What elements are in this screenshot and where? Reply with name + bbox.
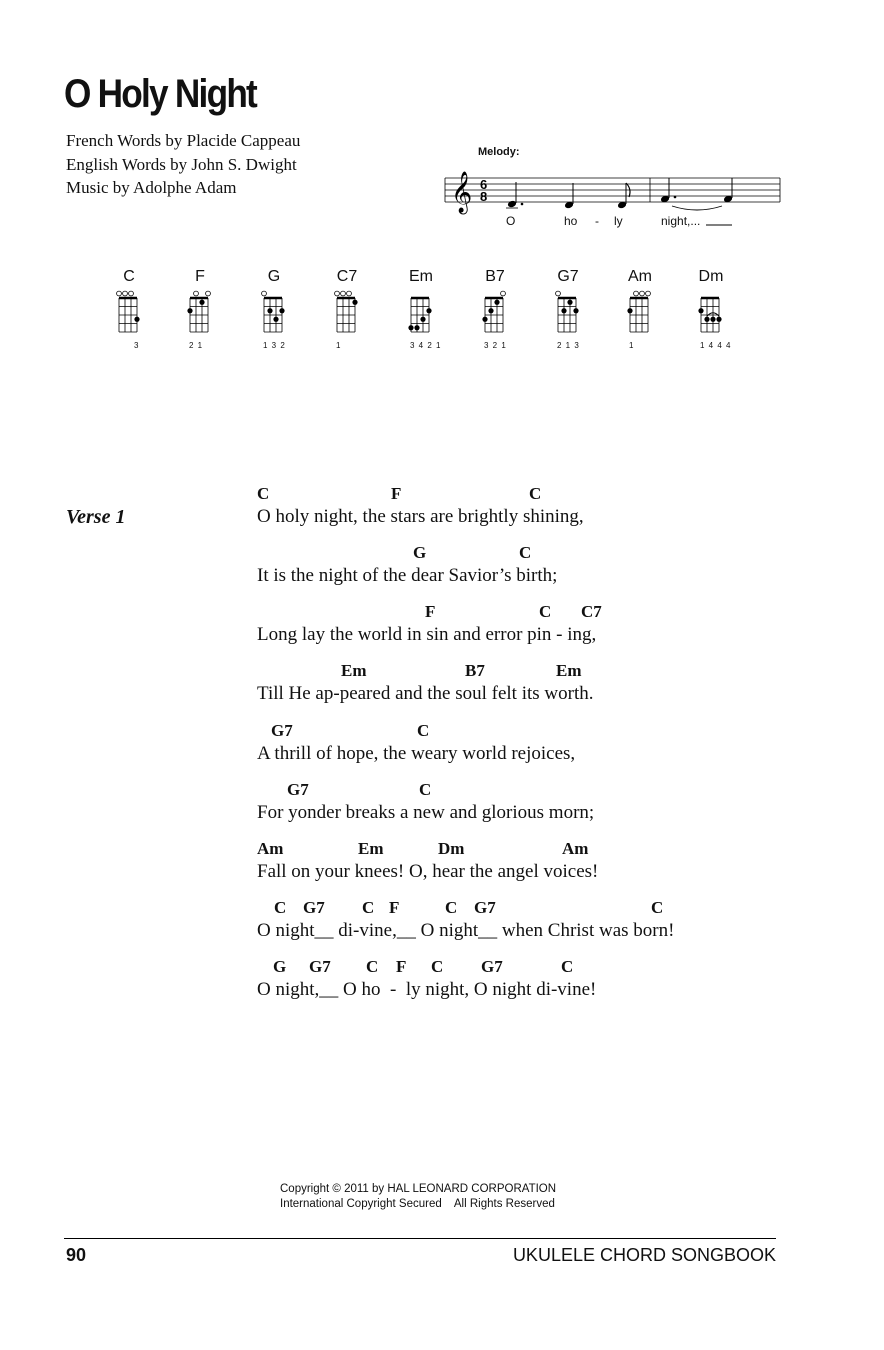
lyric-line: Long lay the world in sin and error pin - ing, (257, 624, 597, 645)
melody-excerpt (440, 138, 785, 238)
finger-dot (273, 317, 278, 322)
chord-fingering: 3 2 1 (484, 341, 507, 350)
chord-fingering: 1 4 4 4 (700, 341, 732, 350)
chord-symbol: G7 (287, 780, 309, 799)
fretboard-grid (396, 268, 446, 340)
lyric-line: O night__ di-vine,__ O night__ when Christ was born! (257, 920, 675, 941)
finger-dot (573, 308, 578, 313)
open-string-marker (129, 291, 134, 296)
lyric-line: It is the night of the dear Savior’s birth; (257, 565, 558, 586)
fretboard-grid (615, 268, 665, 340)
chord-symbol: G (273, 957, 287, 976)
open-string-marker (347, 291, 352, 296)
chord-symbol: F (389, 898, 400, 917)
chord-diagram (322, 268, 372, 358)
chord-fingering: 3 4 2 1 (410, 341, 442, 350)
fretboard-grid (249, 268, 299, 340)
chord-diagram-name: F (195, 268, 205, 285)
melody-lyric: ho (564, 214, 578, 228)
chord-diagram (104, 268, 154, 358)
open-string-marker (262, 291, 267, 296)
page-number: 90 (66, 1245, 87, 1265)
chord-symbol: G7 (303, 898, 325, 917)
melody-lyric: O (506, 214, 516, 228)
finger-dot (704, 317, 709, 322)
finger-dot (567, 300, 572, 305)
chord-fingering: 2 1 (189, 341, 204, 350)
chord-symbol: C (529, 484, 542, 503)
fretboard-grid (322, 268, 372, 340)
chord-fingering: 3 (134, 341, 140, 350)
chord-fingering: 1 (629, 341, 635, 350)
treble-clef-icon: 𝄞 (451, 172, 473, 213)
chord-symbol: C (445, 898, 458, 917)
chord-diagram-name: Am (628, 268, 652, 285)
finger-dot (420, 317, 425, 322)
finger-dot (426, 308, 431, 313)
chord-diagram-name: C (123, 268, 135, 285)
chord-symbol: C (519, 543, 532, 562)
finger-dot (134, 317, 139, 322)
chord-symbol: Dm (438, 839, 465, 858)
chord-symbol: C7 (581, 602, 602, 621)
chord-fingering: 1 3 2 (263, 341, 286, 350)
melody-lyric: night,... (661, 214, 701, 228)
chord-symbol: C (257, 484, 270, 503)
finger-dot (352, 300, 357, 305)
fretboard-grid (470, 268, 520, 340)
chord-diagram-name: Em (409, 268, 433, 285)
open-string-marker (640, 291, 645, 296)
chord-symbol: G7 (271, 721, 293, 740)
chord-diagram-name: C7 (336, 268, 358, 285)
chord-symbol: Em (341, 661, 367, 680)
finger-dot (267, 308, 272, 313)
melody-tie (672, 206, 722, 210)
chord-symbol: G (413, 543, 427, 562)
finger-dot (494, 300, 499, 305)
lyric-line: Till He ap-peared and the soul felt its worth. (257, 683, 594, 704)
chord-fingering: 2 1 3 (557, 341, 580, 350)
finger-dot (627, 308, 632, 313)
chord-symbol: C (651, 898, 664, 917)
melody-staff (440, 138, 785, 238)
melody-note (507, 200, 517, 209)
chord-symbol: G7 (474, 898, 496, 917)
fretboard-grid (104, 268, 154, 340)
melody-lyric: ly (614, 214, 623, 228)
finger-dot (488, 308, 493, 313)
open-string-marker (341, 291, 346, 296)
chord-symbol: B7 (465, 661, 485, 680)
lyric-line: For yonder breaks a new and glorious morn; (257, 802, 595, 823)
finger-dot (561, 308, 566, 313)
chord-fingering: 1 (336, 341, 342, 350)
chord-diagram-name: G (267, 268, 281, 285)
fretboard-grid (175, 268, 225, 340)
chord-symbol: C (561, 957, 574, 976)
finger-dot (716, 317, 721, 322)
credit-french-words: French Words by Placide Cappeau (66, 131, 301, 150)
credit-music: Music by Adolphe Adam (66, 178, 237, 197)
chord-diagram (249, 268, 299, 358)
fretboard-grid (543, 268, 593, 340)
open-string-marker (194, 291, 199, 296)
finger-dot (408, 325, 413, 330)
open-string-marker (206, 291, 211, 296)
finger-dot (482, 317, 487, 322)
chord-diagram-name: B7 (485, 268, 505, 285)
song-title: O Holy Night (64, 72, 257, 116)
footer-divider (64, 1238, 776, 1239)
chord-diagram (175, 268, 225, 358)
copyright-line: Copyright © 2011 by HAL LEONARD CORPORATION (280, 1183, 557, 1195)
chord-diagram (615, 268, 665, 358)
finger-dot (698, 308, 703, 313)
open-string-marker (501, 291, 506, 296)
copyright-notice (280, 1182, 556, 1212)
verse-label: Verse 1 (66, 506, 126, 528)
chord-symbol: C (366, 957, 379, 976)
finger-dot (414, 325, 419, 330)
time-signature-bottom: 8 (480, 189, 488, 204)
chord-symbol: Am (562, 839, 589, 858)
chord-symbol: C (417, 721, 430, 740)
chord-symbol: C (419, 780, 432, 799)
chord-symbol: Am (257, 839, 284, 858)
chord-symbol: G7 (481, 957, 503, 976)
chord-symbol: C (431, 957, 444, 976)
chord-symbol: C (274, 898, 287, 917)
finger-dot (199, 300, 204, 305)
lyric-line: A thrill of hope, the weary world rejoices, (257, 743, 576, 764)
time-signature-top: 6 (480, 177, 488, 192)
open-string-marker (634, 291, 639, 296)
chord-symbol: C (362, 898, 375, 917)
book-title: UKULELE CHORD SONGBOOK (512, 1245, 776, 1265)
chord-symbol: F (391, 484, 402, 503)
finger-dot (187, 308, 192, 313)
chord-symbol: Em (358, 839, 384, 858)
chord-diagram-name: Dm (698, 268, 724, 285)
copyright-line: International Copyright Secured All Rights Reserved (280, 1198, 555, 1210)
chord-symbol: C (539, 602, 552, 621)
chord-symbol: G7 (309, 957, 331, 976)
melody-label: Melody: (478, 146, 520, 158)
chord-diagram (686, 268, 736, 358)
lyric-line: O holy night, the stars are brightly shining, (257, 506, 584, 527)
chord-diagram (396, 268, 446, 358)
lyric-line: O night,__ O ho - ly night, O night di-vine! (257, 979, 597, 1000)
chord-diagram-name: G7 (557, 268, 579, 285)
chord-diagram (470, 268, 520, 358)
open-string-marker (556, 291, 561, 296)
open-string-marker (123, 291, 128, 296)
chord-diagram (543, 268, 593, 358)
chord-symbol: F (396, 957, 407, 976)
lyric-line: Fall on your knees! O, hear the angel voices! (257, 861, 599, 882)
chord-symbol: Em (556, 661, 582, 680)
finger-dot (279, 308, 284, 313)
open-string-marker (117, 291, 122, 296)
chord-symbol: F (425, 602, 436, 621)
open-string-marker (335, 291, 340, 296)
melody-lyric: - (595, 214, 599, 228)
open-string-marker (646, 291, 651, 296)
finger-dot (710, 317, 715, 322)
fretboard-grid (686, 268, 736, 340)
credit-english-words: English Words by John S. Dwight (66, 155, 297, 174)
